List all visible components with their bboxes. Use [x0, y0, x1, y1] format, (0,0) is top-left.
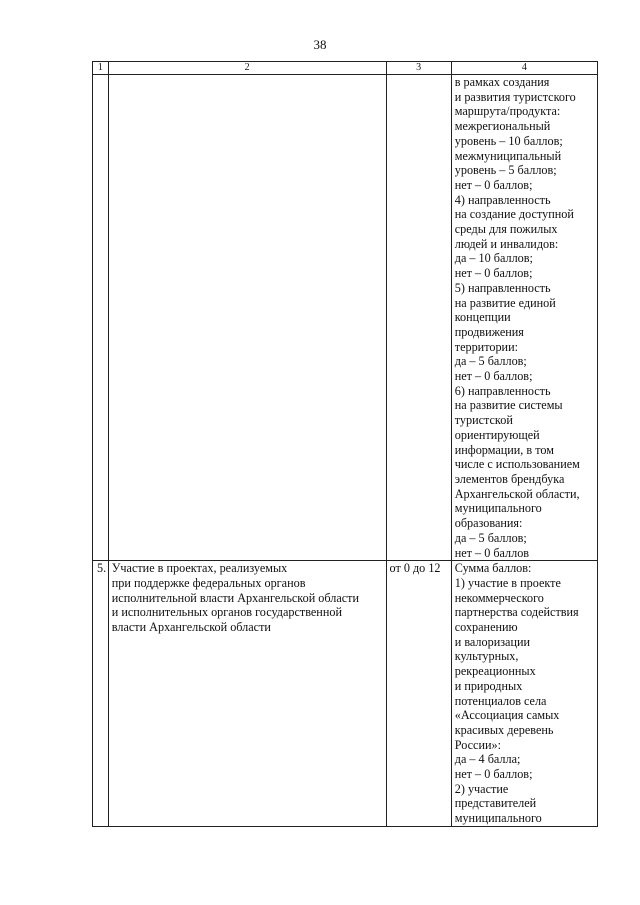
cell-line: на развитие системы — [454, 398, 563, 413]
cell-line: при поддержке федеральных органов — [111, 575, 306, 590]
cell-line: и валоризации — [454, 634, 531, 649]
cell-line: сохранению — [454, 620, 518, 635]
cell-line: маршрута/продукта: — [454, 104, 561, 119]
cell-line: 2) участие — [454, 781, 509, 796]
cell-line: межрегиональный — [454, 119, 551, 134]
cell-line: да – 5 баллов; — [454, 354, 527, 369]
cell-line: элементов брендбука — [454, 471, 565, 486]
continued-col-4 — [451, 75, 597, 561]
cell-line: продвижения — [454, 324, 524, 339]
cell-line: некоммерческого — [454, 590, 544, 605]
header-col-4: 4 — [451, 62, 597, 75]
cell-line: да – 4 балла; — [454, 752, 521, 767]
cell-line: муниципального — [454, 811, 542, 826]
cell-line: красивых деревень — [454, 722, 554, 737]
cell-line: да – 10 баллов; — [454, 251, 533, 266]
cell-line: образования: — [454, 516, 523, 531]
cell-line: и развития туристского — [454, 89, 576, 104]
continued-col-3 — [386, 75, 451, 561]
cell-line: уровень – 10 баллов; — [454, 133, 563, 148]
cell-line: на развитие единой — [454, 295, 556, 310]
cell-line: 1) участие в проекте — [454, 575, 561, 590]
cell-line: территории: — [454, 339, 518, 354]
cell-line: в рамках создания — [454, 75, 550, 89]
row-5-number: 5. — [93, 561, 109, 827]
cell-line: культурных, — [454, 649, 519, 664]
table-row-continued — [93, 75, 598, 561]
cell-line: Участие в проектах, реализуемых — [111, 561, 288, 576]
cell-line: и исполнительных органов государственной — [111, 605, 342, 620]
cell-line: Сумма баллов: — [454, 561, 532, 576]
cell-line: нет – 0 баллов; — [454, 266, 533, 281]
cell-line: информации, в том — [454, 442, 554, 457]
cell-line: партнерства содействия — [454, 605, 579, 620]
cell-line: уровень – 5 баллов; — [454, 163, 557, 178]
cell-line: исполнительной власти Архангельской области — [111, 590, 360, 605]
continued-col-1 — [93, 75, 109, 561]
header-col-2: 2 — [108, 62, 386, 75]
cell-line: нет – 0 баллов; — [454, 177, 533, 192]
cell-line: нет – 0 баллов — [454, 545, 530, 560]
row-5-score-range: от 0 до 12 — [386, 561, 451, 827]
cell-line: межмуниципальный — [454, 148, 562, 163]
cell-line: людей и инвалидов: — [454, 236, 559, 251]
cell-line: да – 5 баллов; — [454, 530, 527, 545]
cell-line: 6) направленность — [454, 383, 551, 398]
cell-line: 4) направленность — [454, 192, 551, 207]
cell-line: ориентирующей — [454, 427, 540, 442]
row-5-scoring — [451, 561, 597, 827]
table-header-row — [93, 62, 598, 75]
cell-line: нет – 0 баллов; — [454, 369, 533, 384]
cell-line: муниципального — [454, 501, 542, 516]
cell-line: власти Архангельской области — [111, 620, 271, 635]
header-col-3: 3 — [386, 62, 451, 75]
cell-line: России»: — [454, 737, 501, 752]
cell-line: среды для пожилых — [454, 222, 558, 237]
cell-line: на создание доступной — [454, 207, 574, 222]
table-row-5 — [93, 561, 598, 827]
cell-line: нет – 0 баллов; — [454, 767, 533, 782]
header-col-1: 1 — [93, 62, 109, 75]
cell-line: потенциалов села — [454, 693, 547, 708]
cell-line: представителей — [454, 796, 537, 811]
cell-line: туристской — [454, 413, 513, 428]
page-number: 38 — [313, 37, 327, 52]
criteria-table — [92, 61, 598, 827]
cell-line: Архангельской области, — [454, 486, 580, 501]
row-5-criterion — [108, 561, 386, 827]
cell-line: рекреационных — [454, 664, 536, 679]
continued-col-2 — [108, 75, 386, 561]
cell-line: концепции — [454, 310, 511, 325]
cell-line: числе с использованием — [454, 457, 580, 472]
cell-line: и природных — [454, 678, 523, 693]
cell-line: «Ассоциация самых — [454, 708, 560, 723]
cell-line: 5) направленность — [454, 280, 551, 295]
